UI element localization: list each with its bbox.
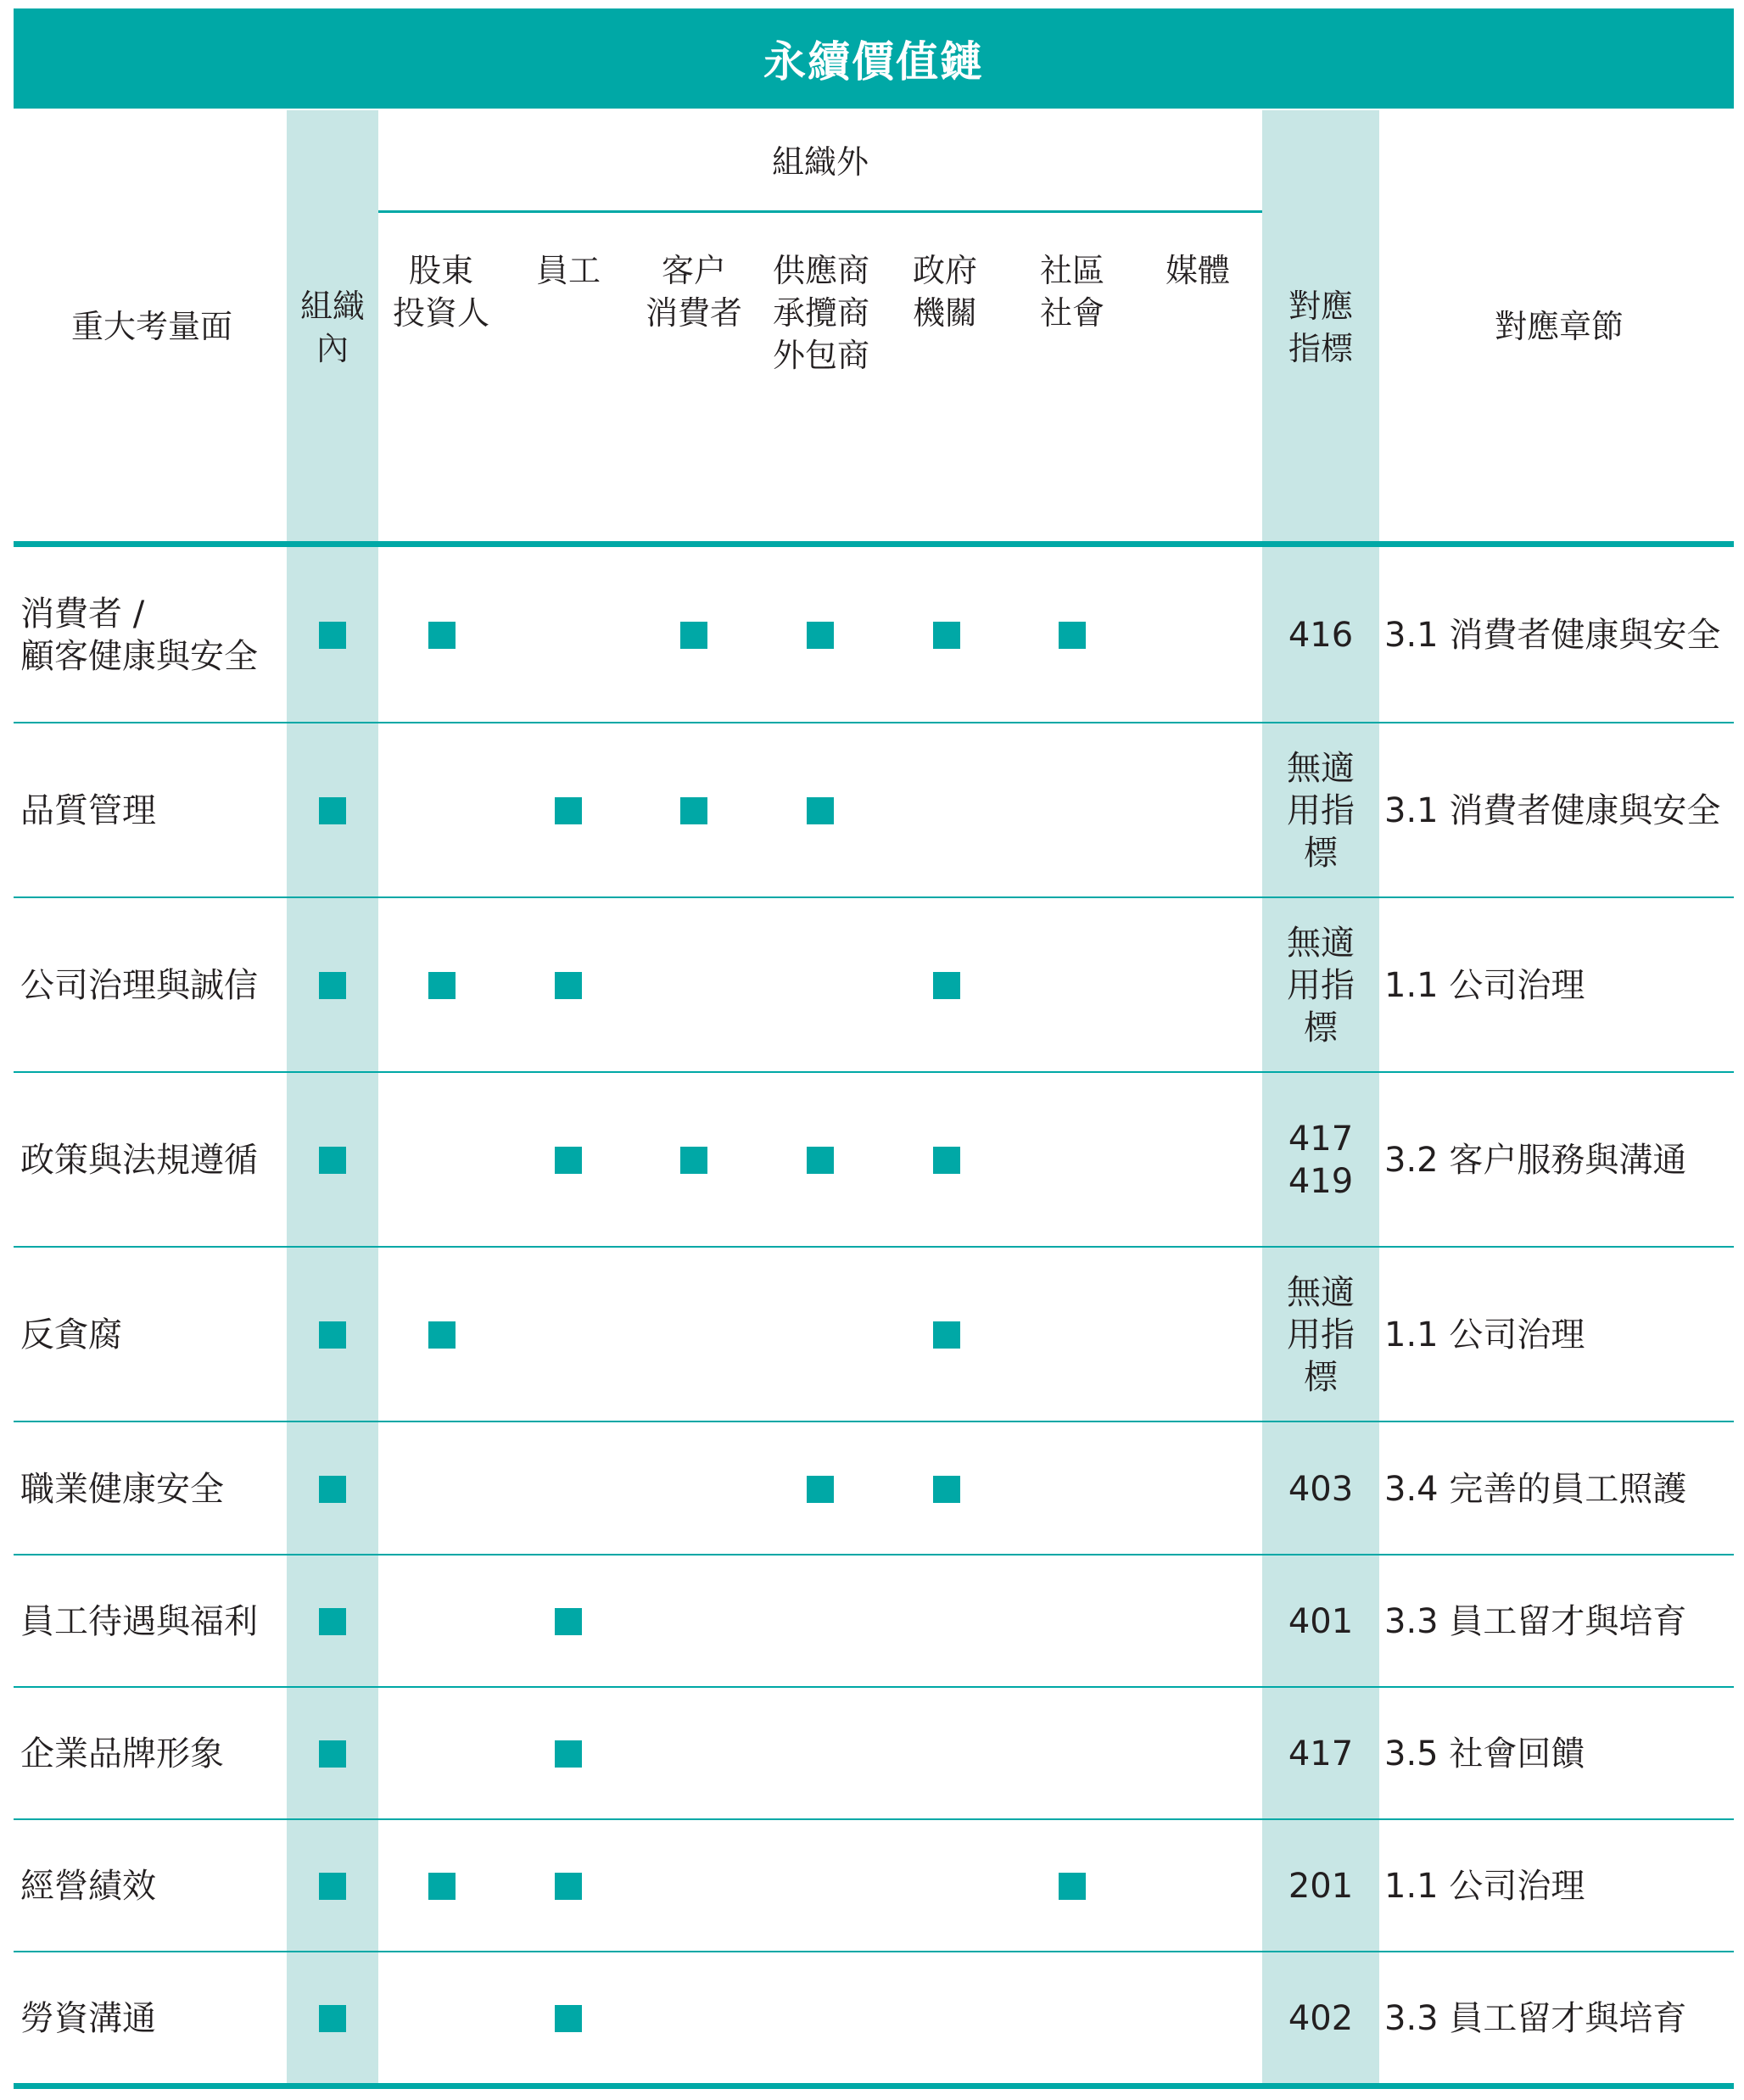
topic-text: 職業健康安全: [20, 1469, 224, 1509]
chapter-cell: [1384, 1074, 1734, 1247]
applicable-marker: [933, 1321, 960, 1349]
topic-text: 企業品牌形象: [20, 1734, 224, 1773]
indicator-text: 403: [1288, 1469, 1354, 1509]
topic-cell: [20, 1689, 283, 1819]
header-line: 政府: [912, 252, 977, 289]
indicator-cell: [1262, 1074, 1379, 1247]
header-inside-org: [287, 285, 378, 370]
header-customers: [633, 249, 755, 334]
chapter-cell: [1384, 1423, 1734, 1555]
chapter-text: 3.2 客户服務與溝通: [1384, 1141, 1687, 1180]
chapter-cell: [1384, 724, 1734, 897]
header-government: [884, 249, 1006, 334]
applicable-marker: [933, 1147, 960, 1174]
applicable-marker: [319, 797, 346, 824]
header-line: 客户: [661, 252, 726, 289]
row-divider: [14, 896, 1734, 898]
indicator-cell: [1262, 899, 1379, 1072]
header-shareholders: [380, 249, 502, 334]
topic-text: 顧客健康與安全: [20, 636, 258, 676]
topic-text: 經營績效: [20, 1867, 156, 1906]
header-line: 社會: [1039, 294, 1104, 332]
applicable-marker: [428, 972, 456, 999]
header-inside-line: 內: [316, 330, 349, 367]
header-line: 機關: [912, 294, 977, 332]
chapter-text: 3.3 員工留才與培育: [1384, 1602, 1687, 1641]
header-line: 員工: [535, 252, 601, 289]
applicable-marker: [319, 972, 346, 999]
indicator-text: 401: [1288, 1602, 1354, 1641]
indicator-text: 用指: [1287, 791, 1355, 830]
header-line: 消費者: [645, 294, 742, 332]
header-media: [1137, 249, 1259, 292]
header-line: 外包商: [772, 337, 869, 374]
applicable-marker: [807, 622, 834, 649]
chapter-text: 1.1 公司治理: [1384, 1315, 1585, 1354]
topic-text: 勞資溝通: [20, 1998, 156, 2038]
topic-text: 反貪腐: [20, 1315, 122, 1354]
chapter-cell: [1384, 1689, 1734, 1819]
indicator-text: 201: [1288, 1867, 1354, 1906]
applicable-marker: [1059, 1873, 1086, 1900]
applicable-marker: [319, 622, 346, 649]
header-line: 媒體: [1165, 252, 1230, 289]
chapter-cell: [1384, 1953, 1734, 2083]
topic-text: 員工待遇與福利: [20, 1602, 258, 1641]
applicable-marker: [933, 972, 960, 999]
indicator-text: 標: [1304, 1358, 1338, 1397]
applicable-marker: [319, 1476, 346, 1503]
topic-text: 消費者 /: [20, 594, 145, 634]
header-outside-org: [378, 141, 1262, 183]
header-line: 承攬商: [772, 294, 869, 332]
table-title: 永續價值鏈: [763, 37, 984, 87]
topic-cell: [20, 1556, 283, 1687]
header-line: 股東: [408, 252, 473, 289]
row-divider: [14, 1246, 1734, 1248]
indicator-text: 416: [1288, 615, 1354, 655]
table-title-banner: [14, 8, 1734, 109]
applicable-marker: [555, 2005, 582, 2032]
inside-org-column-band: [287, 110, 378, 2083]
indicator-text: 419: [1288, 1162, 1354, 1201]
indicator-cell: [1262, 1556, 1379, 1687]
topic-cell: [20, 1074, 283, 1247]
indicator-text: 標: [1304, 834, 1338, 873]
header-line: 指標: [1288, 330, 1353, 367]
topic-cell: [20, 547, 283, 723]
applicable-marker: [428, 1321, 456, 1349]
topic-cell: [20, 1423, 283, 1555]
applicable-marker: [555, 1608, 582, 1635]
applicable-marker: [319, 1873, 346, 1900]
applicable-marker: [680, 1147, 707, 1174]
header-inside-line: 組織: [299, 288, 365, 325]
applicable-marker: [807, 797, 834, 824]
header-chapter-label: 對應章節: [1494, 308, 1624, 345]
applicable-marker: [1059, 622, 1086, 649]
indicator-cell: [1262, 1953, 1379, 2083]
header-line: 投資人: [392, 294, 489, 332]
applicable-marker: [807, 1476, 834, 1503]
header-line: 對應: [1288, 288, 1353, 325]
row-divider: [14, 1421, 1734, 1422]
indicator-text: 用指: [1287, 966, 1355, 1005]
chapter-cell: [1384, 1556, 1734, 1687]
row-divider: [14, 1071, 1734, 1073]
header-indicator: [1262, 285, 1379, 370]
applicable-marker: [555, 972, 582, 999]
applicable-marker: [555, 1147, 582, 1174]
chapter-text: 3.1 消費者健康與安全: [1384, 615, 1721, 655]
chapter-cell: [1384, 547, 1734, 723]
indicator-text: 無適: [1287, 749, 1355, 788]
topic-text: 公司治理與誠信: [20, 966, 258, 1005]
applicable-marker: [555, 797, 582, 824]
header-suppliers: [757, 249, 886, 377]
outside-org-divider: [378, 210, 1262, 213]
topic-cell: [20, 1821, 283, 1952]
header-divider: [14, 541, 1734, 547]
row-divider: [14, 1686, 1734, 1688]
row-divider: [14, 722, 1734, 723]
applicable-marker: [555, 1740, 582, 1768]
indicator-cell: [1262, 1689, 1379, 1819]
header-topic: [20, 305, 283, 348]
applicable-marker: [319, 1608, 346, 1635]
topic-cell: [20, 1248, 283, 1421]
header-chapter: [1384, 305, 1734, 348]
indicator-cell: [1262, 1821, 1379, 1952]
topic-text: 政策與法規遵循: [20, 1141, 258, 1180]
applicable-marker: [933, 1476, 960, 1503]
chapter-text: 3.4 完善的員工照護: [1384, 1469, 1687, 1509]
indicator-text: 用指: [1287, 1315, 1355, 1354]
header-topic-label: 重大考量面: [70, 308, 232, 345]
applicable-marker: [933, 622, 960, 649]
chapter-text: 1.1 公司治理: [1384, 1867, 1585, 1906]
indicator-text: 無適: [1287, 1273, 1355, 1312]
row-divider: [14, 1554, 1734, 1555]
topic-cell: [20, 1953, 283, 2083]
chapter-text: 3.1 消費者健康與安全: [1384, 791, 1721, 830]
chapter-cell: [1384, 1248, 1734, 1421]
header-line: 供應商: [772, 252, 869, 289]
chapter-cell: [1384, 1821, 1734, 1952]
indicator-text: 417: [1288, 1734, 1354, 1773]
applicable-marker: [680, 622, 707, 649]
indicator-text: 標: [1304, 1008, 1338, 1047]
applicable-marker: [428, 622, 456, 649]
applicable-marker: [319, 2005, 346, 2032]
header-outside-label: 組織外: [771, 143, 869, 181]
applicable-marker: [319, 1147, 346, 1174]
indicator-text: 無適: [1287, 924, 1355, 963]
topic-cell: [20, 899, 283, 1072]
header-community: [1011, 249, 1133, 334]
applicable-marker: [807, 1147, 834, 1174]
row-divider: [14, 1951, 1734, 1952]
row-divider: [14, 1818, 1734, 1820]
chapter-text: 1.1 公司治理: [1384, 966, 1585, 1005]
indicator-cell: [1262, 724, 1379, 897]
topic-cell: [20, 724, 283, 897]
applicable-marker: [319, 1321, 346, 1349]
chapter-text: 3.5 社會回饋: [1384, 1734, 1585, 1773]
header-line: 社區: [1039, 252, 1104, 289]
indicator-cell: [1262, 547, 1379, 723]
table-bottom-border: [14, 2083, 1734, 2089]
chapter-cell: [1384, 899, 1734, 1072]
indicator-cell: [1262, 1423, 1379, 1555]
applicable-marker: [555, 1873, 582, 1900]
applicable-marker: [428, 1873, 456, 1900]
indicator-cell: [1262, 1248, 1379, 1421]
applicable-marker: [319, 1740, 346, 1768]
chapter-text: 3.3 員工留才與培育: [1384, 1998, 1687, 2038]
header-employees: [507, 249, 629, 292]
topic-text: 品質管理: [20, 791, 156, 830]
applicable-marker: [680, 797, 707, 824]
indicator-text: 417: [1288, 1120, 1354, 1159]
indicator-text: 402: [1288, 1998, 1354, 2038]
